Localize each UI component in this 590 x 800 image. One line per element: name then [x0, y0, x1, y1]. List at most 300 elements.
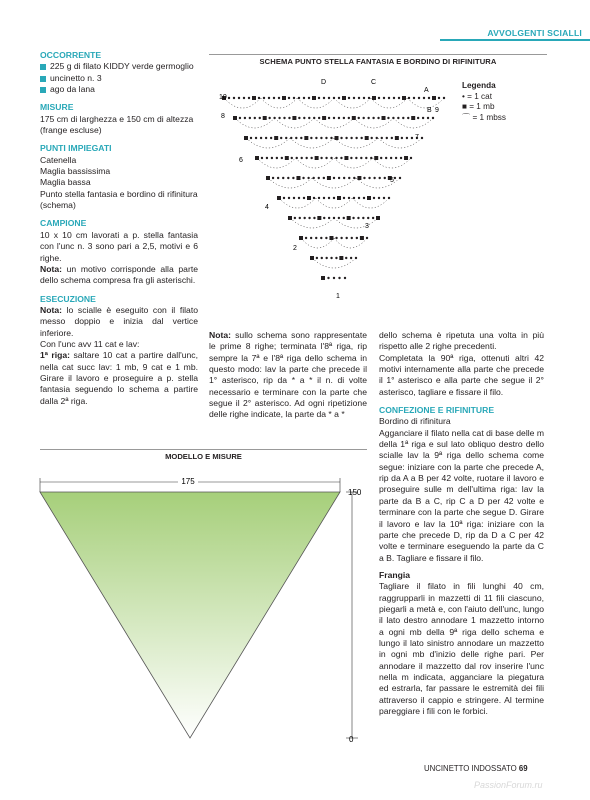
chain-mark [438, 97, 440, 99]
chain-mark [384, 177, 386, 179]
chain-mark [285, 137, 287, 139]
chain-loop [268, 178, 312, 188]
chain-mark [308, 217, 310, 219]
chain-mark [318, 117, 320, 119]
chain-mark [397, 117, 399, 119]
single-crochet-mark [344, 156, 348, 160]
single-crochet-mark [339, 256, 343, 260]
chain-mark [330, 257, 332, 259]
chain-mark [244, 117, 246, 119]
chain-mark [290, 137, 292, 139]
chain-mark [259, 117, 261, 119]
chain-mark [355, 137, 357, 139]
chain-mark [348, 177, 350, 179]
single-crochet-mark [376, 216, 380, 220]
legend-title: Legenda [462, 81, 496, 90]
nota-text: lo scialle è eseguito con il filato messo doppio e inizia dal vertice inferiore. [40, 304, 198, 338]
chain-mark [233, 97, 235, 99]
single-crochet-mark [274, 136, 278, 140]
chain-mark [308, 117, 310, 119]
chain-mark [358, 117, 360, 119]
chain-mark [310, 157, 312, 159]
chain-mark [313, 217, 315, 219]
chain-mark [344, 277, 346, 279]
chain-mark [401, 137, 403, 139]
chain-mark [315, 237, 317, 239]
chain-mark [427, 117, 429, 119]
watermark: PassionForum.ru [474, 780, 543, 790]
chain-mark [411, 137, 413, 139]
frangia-text: Tagliare il filato in fili lunghi 40 cm, raggrupparli in mazzetti di 11 fili ciascuno, piegarli a metà e, con l'aiuto dell'unc, lungo il lato destro annodare 1 mazzetto intorno a ogni mb della 9ª riga dello schema e lungo il lato sinistro annodare un mazzetto in ogni mb d'inizio delle righe pari. Per annodare il mazzetto dal rov inserire l'unc nella m indicata, agganciare la piegatura ed estrarla, far passare le estremità dei fili attraverso il cappio e stringere. Al termine pareggiare i fili con le forbici. [379, 581, 544, 716]
single-crochet-mark [402, 96, 406, 100]
chain-mark [323, 217, 325, 219]
single-crochet-mark [296, 176, 300, 180]
chain-mark [298, 197, 300, 199]
model-rule [40, 449, 367, 450]
chain-mark [316, 257, 318, 259]
chain-mark [281, 157, 283, 159]
legend-text: = 1 mbss [472, 112, 506, 122]
chain-mark [318, 197, 320, 199]
chain-mark [355, 157, 357, 159]
chain-mark [293, 197, 295, 199]
chain-mark [260, 137, 262, 139]
row-number: 9 [435, 107, 439, 114]
bordino-title: Bordino di rifinitura [379, 416, 451, 427]
row-number: 6 [239, 157, 243, 164]
chain-mark [387, 117, 389, 119]
single-crochet-mark [347, 216, 351, 220]
chain-mark [358, 197, 360, 199]
single-crochet-mark [395, 136, 399, 140]
width-label: 175 [181, 477, 195, 486]
chain-mark [385, 157, 387, 159]
chain-mark [292, 177, 294, 179]
chain-loop [314, 118, 354, 128]
chain-mark [325, 137, 327, 139]
footer [424, 764, 528, 774]
chain-mark [305, 237, 307, 239]
single-crochet-mark [312, 96, 316, 100]
chain-mark [350, 257, 352, 259]
chain-mark [325, 157, 327, 159]
single-crochet-mark [315, 156, 319, 160]
chain-mark [288, 197, 290, 199]
chain-mark [395, 157, 397, 159]
single-crochet-mark [292, 116, 296, 120]
chain-mark [277, 177, 279, 179]
chain-mark [323, 97, 325, 99]
chain-mark [345, 137, 347, 139]
chain-mark [378, 197, 380, 199]
chain-mark [327, 277, 329, 279]
esecuzione-nota [40, 305, 198, 339]
arc-icon: ⌒ [462, 112, 471, 122]
chain-loop [334, 98, 371, 108]
chain-mark [350, 137, 352, 139]
chain-mark [328, 217, 330, 219]
chain-loop [246, 138, 290, 148]
nota-label: Nota: [40, 263, 62, 274]
chain-mark [371, 137, 373, 139]
chain-mark [296, 157, 298, 159]
chain-mark [333, 197, 335, 199]
chain-mark [303, 97, 305, 99]
chain-mark [353, 97, 355, 99]
chain-mark [300, 137, 302, 139]
chain-mark [328, 117, 330, 119]
chain-mark [400, 157, 402, 159]
letter-label: A [424, 87, 429, 94]
chain-mark [291, 157, 293, 159]
chain-mark [338, 217, 340, 219]
single-crochet-mark [335, 136, 339, 140]
bottom-label: 0 [349, 735, 354, 744]
chain-mark [276, 157, 278, 159]
campione-nota [40, 264, 198, 287]
chain-mark [402, 117, 404, 119]
paragraph: dello schema è ripetuta una volta in più rispetto alle 2 righe precedenti. [379, 330, 544, 352]
chain-loop [371, 98, 408, 108]
chain-mark [273, 97, 275, 99]
chain-mark [325, 237, 327, 239]
single-crochet-mark [411, 116, 415, 120]
chain-loop [354, 118, 394, 128]
chain-loop [312, 178, 356, 188]
single-crochet-mark [367, 196, 371, 200]
row-number: 2 [293, 245, 297, 252]
chain-loop [290, 138, 334, 148]
frangia-title: Frangia [379, 569, 411, 580]
chain-mark [391, 137, 393, 139]
chain-mark [310, 237, 312, 239]
chain-mark [358, 97, 360, 99]
chain-mark [343, 217, 345, 219]
chain-mark [357, 217, 359, 219]
chain-mark [350, 157, 352, 159]
chain-loop [334, 138, 378, 148]
row-number: 5 [390, 177, 394, 184]
paragraph: Completata la 90ª riga, ottenuti altri 42 motivi internamente alla parte che precede il 1° asterisco e alla parte che segue il 2° asterisco, tagliare e fissare il filo. [379, 352, 544, 397]
chain-mark [363, 117, 365, 119]
chain-mark [378, 97, 380, 99]
chain-mark [320, 157, 322, 159]
chain-mark [328, 97, 330, 99]
chain-mark [343, 197, 345, 199]
legend-item [462, 113, 506, 124]
chain-mark [321, 257, 323, 259]
chain-mark [318, 97, 320, 99]
chain-loop [301, 238, 334, 248]
occorrente-heading: OCCORRENTE [40, 50, 102, 60]
single-crochet-mark [372, 96, 376, 100]
occorrente-list [40, 61, 198, 95]
riga1-paragraph [40, 350, 198, 407]
chain-mark [407, 117, 409, 119]
chain-mark [271, 157, 273, 159]
chain-mark [293, 97, 295, 99]
chain-mark [338, 97, 340, 99]
chain-mark [352, 217, 354, 219]
chain-mark [323, 177, 325, 179]
chain-mark [343, 177, 345, 179]
esecuzione-heading: ESECUZIONE [40, 293, 96, 304]
chain-loop [316, 198, 353, 208]
chain-mark [356, 237, 358, 239]
list-item: uncinetto n. 3 [40, 73, 198, 84]
row-number: 7 [415, 134, 419, 141]
single-crochet-mark [252, 96, 256, 100]
single-crochet-mark [360, 236, 364, 240]
column-middle [209, 330, 367, 421]
chain-mark [249, 117, 251, 119]
chain-mark [370, 157, 372, 159]
riga1-label: 1ª riga: [40, 350, 71, 361]
punti-line: Maglia bassa [40, 177, 91, 188]
chain-mark [423, 97, 425, 99]
chain-mark [320, 237, 322, 239]
chain-mark [333, 277, 335, 279]
row-number: 1 [336, 293, 340, 300]
column-left [40, 50, 198, 407]
nota-text: sullo schema sono rappresentate le prime 8 righe; terminata l'8ª riga, rip sempre la 7ª e l'8ª riga dello schema in questo modo: lav la parte che precede il 1° asterisco, rip da * a * il n. di volte necessario e terminare con la parte che segue il 2° asterisco. Ad ogni ripetizione delle righe indicate, la parte da * a * [209, 330, 367, 420]
chain-mark [308, 97, 310, 99]
chain-mark [340, 237, 342, 239]
chain-mark [283, 117, 285, 119]
single-crochet-mark [357, 176, 361, 180]
chain-mark [394, 177, 396, 179]
chain-mark [372, 117, 374, 119]
chain-mark [393, 97, 395, 99]
chain-mark [268, 117, 270, 119]
chain-mark [299, 217, 301, 219]
chain-mark [315, 137, 317, 139]
chain-mark [345, 237, 347, 239]
chain-mark [318, 177, 320, 179]
magazine-name: UNCINETTO INDOSSATO [424, 764, 517, 773]
single-crochet-mark [317, 216, 321, 220]
row-number: 8 [221, 113, 225, 120]
chain-mark [383, 97, 385, 99]
chain-mark [373, 197, 375, 199]
dot-icon: • [462, 91, 465, 101]
chain-mark [302, 177, 304, 179]
nota-label: Nota: [40, 304, 62, 315]
chain-mark [265, 137, 267, 139]
single-crochet-mark [365, 136, 369, 140]
letter-label: D [321, 79, 327, 86]
chain-mark [278, 117, 280, 119]
chain-mark [238, 97, 240, 99]
chain-loop [334, 218, 378, 228]
chain-mark [338, 277, 340, 279]
row-number: 4 [265, 204, 269, 211]
chain-mark [348, 117, 350, 119]
chain-mark [333, 177, 335, 179]
row-number: 3 [365, 223, 369, 230]
chain-mark [338, 177, 340, 179]
single-crochet-mark [404, 156, 408, 160]
punti-line: Catenella [40, 154, 77, 165]
chain-mark [330, 157, 332, 159]
chain-mark [368, 177, 370, 179]
chain-mark [388, 97, 390, 99]
list-item: 225 g di filato KIDDY verde germoglio [40, 61, 198, 72]
chain-mark [351, 237, 353, 239]
campione-heading: CAMPIONE [40, 218, 87, 229]
square-icon: ■ [462, 102, 467, 112]
single-crochet-mark [322, 116, 326, 120]
chain-mark [294, 217, 296, 219]
chain-mark [363, 177, 365, 179]
chain-mark [323, 197, 325, 199]
chain-mark [282, 177, 284, 179]
chain-mark [335, 257, 337, 259]
chain-mark [250, 137, 252, 139]
legend [462, 81, 506, 124]
height-label: 150 [348, 488, 362, 497]
list-item: ago da lana [40, 84, 198, 95]
chain-mark [243, 97, 245, 99]
chain-loop [312, 258, 356, 268]
chain-mark [287, 177, 289, 179]
bordino-text: Agganciare il filato nella cat di base delle m della 1ª riga e sul lato obliquo destro dello scialle lav la 9ª riga dello schema come segue: iniziare con la parte che precede A, rip da A a B per 42 volte, ruotare il lavoro e proseguire sulle m dell'ultima riga: lav la parte da B a C, rip C a D per 42 volte e terminare con la parte che segue D. Girare il lavoro e lav la 10ª riga: iniziare con la parte che precede D, rip da D a C per 42 volte e terminare eseguendo la parte da C a B. Tagliare e fissare il filo. [379, 427, 544, 563]
chain-mark [263, 97, 265, 99]
chain-mark [380, 157, 382, 159]
letter-label: B [427, 107, 432, 114]
riga1-text: saltare 10 cat a partire dall'unc, nella cat succ lav: 1 mb, 9 cat e 1 mb. Girare il lavoro e proseguire a p. stella fantasia seguendo lo schema a partire dalla 2ª riga. [40, 350, 198, 406]
chain-mark [295, 137, 297, 139]
chain-mark [372, 217, 374, 219]
misure-heading: MISURE [40, 102, 74, 113]
chain-loop [334, 158, 373, 168]
chain-mark [365, 157, 367, 159]
single-crochet-mark [282, 96, 286, 100]
legend-text: = 1 mb [469, 102, 495, 112]
chain-mark [248, 97, 250, 99]
misure-text: 175 cm di larghezza e 150 cm di altezza (frange escluse) [40, 113, 194, 136]
single-crochet-mark [263, 116, 267, 120]
punti-line: Punto stella fantasia e bordino di rifinitura (schema) [40, 188, 198, 211]
chain-mark [390, 157, 392, 159]
chain-mark [360, 137, 362, 139]
chain-mark [340, 157, 342, 159]
row-number: 10 [219, 94, 227, 101]
chain-mark [255, 137, 257, 139]
shawl-diagram [30, 470, 370, 750]
chain-mark [383, 197, 385, 199]
chain-mark [376, 137, 378, 139]
single-crochet-mark [432, 96, 436, 100]
chain-mark [367, 217, 369, 219]
chain-mark [378, 177, 380, 179]
chain-mark [363, 197, 365, 199]
chain-mark [330, 137, 332, 139]
chain-mark [335, 157, 337, 159]
chain-mark [307, 177, 309, 179]
chain-mark [348, 197, 350, 199]
chain-mark [320, 137, 322, 139]
schema-nota [209, 330, 367, 421]
chain-mark [406, 137, 408, 139]
chain-mark [417, 117, 419, 119]
chain-mark [398, 97, 400, 99]
page-number: 69 [518, 764, 528, 773]
single-crochet-mark [374, 156, 378, 160]
confezione-heading: CONFEZIONE E RIFINITURE [379, 405, 495, 416]
punti-heading: PUNTI IMPIEGATI [40, 143, 112, 154]
schema-title: SCHEMA PUNTO STELLA FANTASIA E BORDINO DI RIFINITURA [259, 57, 497, 66]
nota-text: un motivo corrisponde alla parte dello schema compresa fra gli asterischi. [40, 263, 198, 286]
chain-mark [270, 137, 272, 139]
chain-loop [235, 118, 275, 128]
chain-mark [422, 117, 424, 119]
campione-text: 10 x 10 cm lavorati a p. stella fantasia con l'unc n. 3 sono pari a 2,5, motivi e 6 righe. [40, 229, 198, 263]
single-crochet-mark [327, 176, 331, 180]
single-crochet-mark [329, 236, 333, 240]
single-crochet-mark [304, 136, 308, 140]
chain-mark [288, 117, 290, 119]
section-label: AVVOLGENTI SCIALLI [487, 28, 582, 38]
legend-item [462, 102, 506, 113]
chain-mark [288, 97, 290, 99]
chain-mark [345, 257, 347, 259]
chain-mark [340, 137, 342, 139]
chain-mark [335, 237, 337, 239]
schema-rule [209, 54, 547, 55]
chart-stitches [222, 96, 445, 280]
chain-mark [266, 157, 268, 159]
model-title: MODELLO E MISURE [165, 452, 242, 461]
chain-mark [362, 217, 364, 219]
chain-mark [310, 137, 312, 139]
shawl-triangle [40, 492, 340, 738]
chain-mark [418, 97, 420, 99]
single-crochet-mark [321, 276, 325, 280]
chain-mark [305, 157, 307, 159]
chain-mark [228, 97, 230, 99]
chain-mark [303, 197, 305, 199]
esecuzione-line: Con l'unc avv 11 cat e lav: [40, 338, 140, 349]
crochet-chart [209, 70, 459, 305]
nota-label: Nota: [209, 330, 231, 340]
chain-loop [290, 218, 334, 228]
chain-mark [348, 97, 350, 99]
chain-mark [410, 157, 412, 159]
chain-mark [278, 97, 280, 99]
single-crochet-mark [342, 96, 346, 100]
chain-mark [343, 117, 345, 119]
single-crochet-mark [382, 116, 386, 120]
chain-mark [272, 177, 274, 179]
chain-mark [254, 117, 256, 119]
chain-mark [303, 217, 305, 219]
legend-text: = 1 cat [467, 91, 492, 101]
chain-mark [280, 137, 282, 139]
chain-mark [283, 197, 285, 199]
single-crochet-mark [337, 196, 341, 200]
punti-line: Maglia bassissima [40, 166, 111, 177]
chain-mark [367, 117, 369, 119]
chain-loop [257, 158, 296, 168]
chain-mark [373, 177, 375, 179]
chain-mark [363, 97, 365, 99]
chain-loop [261, 98, 298, 108]
chain-mark [386, 137, 388, 139]
single-crochet-mark [285, 156, 289, 160]
letter-label: C [371, 79, 377, 86]
chain-mark [301, 157, 303, 159]
